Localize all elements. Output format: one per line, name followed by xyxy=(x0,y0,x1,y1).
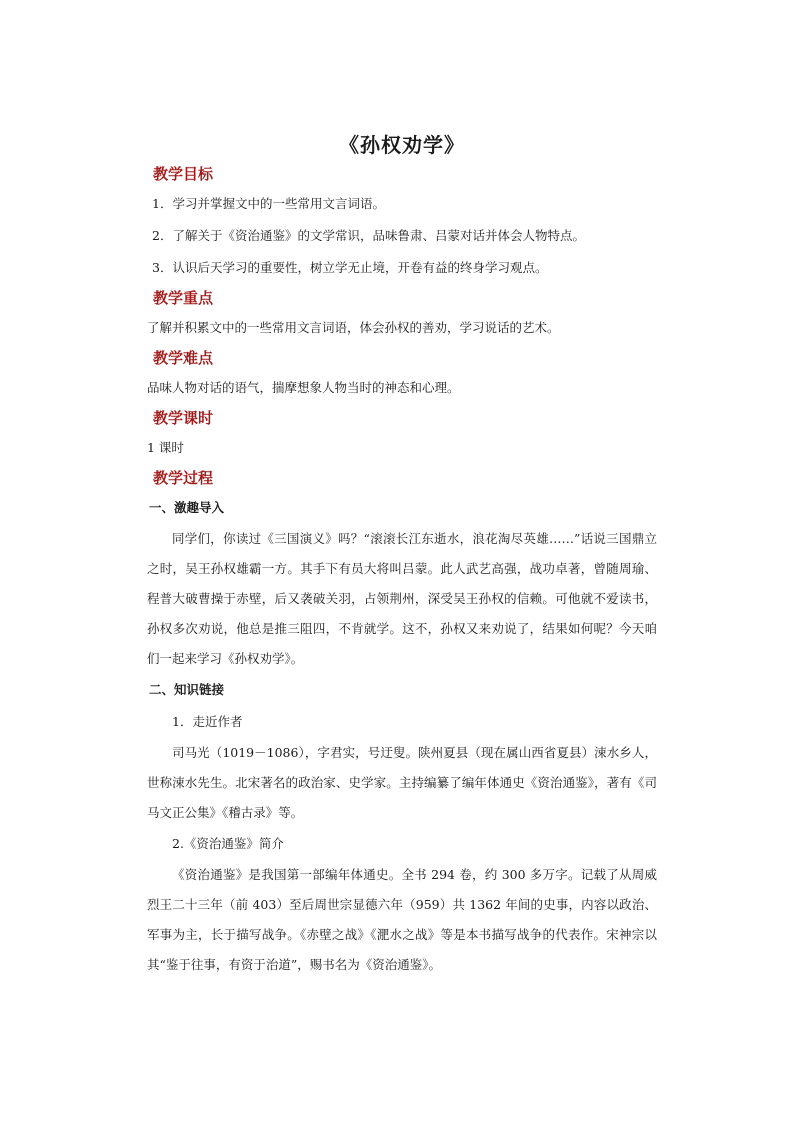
difficulties-text: 品味人物对话的语气，揣摩想象人物当时的神态和心理。 xyxy=(147,380,460,395)
knowledge-item1-paragraph: 司马光（1019－1086），字君实，号迂叟。陕州夏县（现在属山西省夏县）涑水乡人，世称涑水先生。北宋著名的政治家、史学家。主持编纂了编年体通史《资治通鉴》，著有《司马文正公集》《稽古录》等。 xyxy=(147,745,657,820)
knowledge-item2-title: 2.《资治通鉴》简介 xyxy=(172,836,284,851)
heading-teaching-process: 教学过程 xyxy=(153,469,214,487)
heading-class-hours: 教学课时 xyxy=(153,409,214,427)
process-part1-title: 一、激趣导入 xyxy=(149,500,225,515)
goal-item-3: 3．认识后天学习的重要性，树立学无止境，开卷有益的终身学习观点。 xyxy=(152,260,548,275)
knowledge-item2-paragraph: 《资治通鉴》是我国第一部编年体通史。全书 294 卷，约 300 多万字。记载了从周威烈王二十三年（前 403）至后周世宗显德六年（959）共 1362 年间的史事，内容以政治、军事为主，长于描写战争。《赤壁之战》《淝水之战》等是本书描写战争的代表作。宋神宗以其“鉴于往事，有资于治道”，赐书名为《资治通鉴》。 xyxy=(147,867,657,972)
process-part2-title: 二、知识链接 xyxy=(149,682,225,697)
process-part1-paragraph: 同学们，你读过《三国演义》吗？“滚滚长江东逝水，浪花淘尽英雄……”话说三国鼎立之时，吴王孙权雄霸一方。其手下有员大将叫吕蒙。此人武艺高强，战功卓著，曾随周瑜、程普大破曹操于赤壁，后又袭破关羽，占领荆州，深受吴王孙权的信赖。可他就不爱读书，孙权多次劝说，他总是推三阻四，不肯就学。这不，孙权又来劝说了，结果如何呢？今天咱们一起来学习《孙权劝学》。 xyxy=(147,531,657,666)
heading-key-points: 教学重点 xyxy=(153,289,214,307)
key-points-text: 了解并积累文中的一些常用文言词语，体会孙权的善劝，学习说话的艺术。 xyxy=(147,320,560,335)
heading-difficulties: 教学难点 xyxy=(153,349,214,367)
document-title: 《孙权劝学》 xyxy=(339,133,465,157)
document-page xyxy=(147,130,657,980)
heading-teaching-goals: 教学目标 xyxy=(153,165,214,183)
class-hours-text: 1 课时 xyxy=(147,440,184,455)
goal-item-1: 1．学习并掌握文中的一些常用文言词语。 xyxy=(152,196,385,211)
goal-item-2: 2．了解关于《资治通鉴》的文学常识，品味鲁肃、吕蒙对话并体会人物特点。 xyxy=(152,228,585,243)
knowledge-item1-title: 1．走近作者 xyxy=(172,714,243,729)
